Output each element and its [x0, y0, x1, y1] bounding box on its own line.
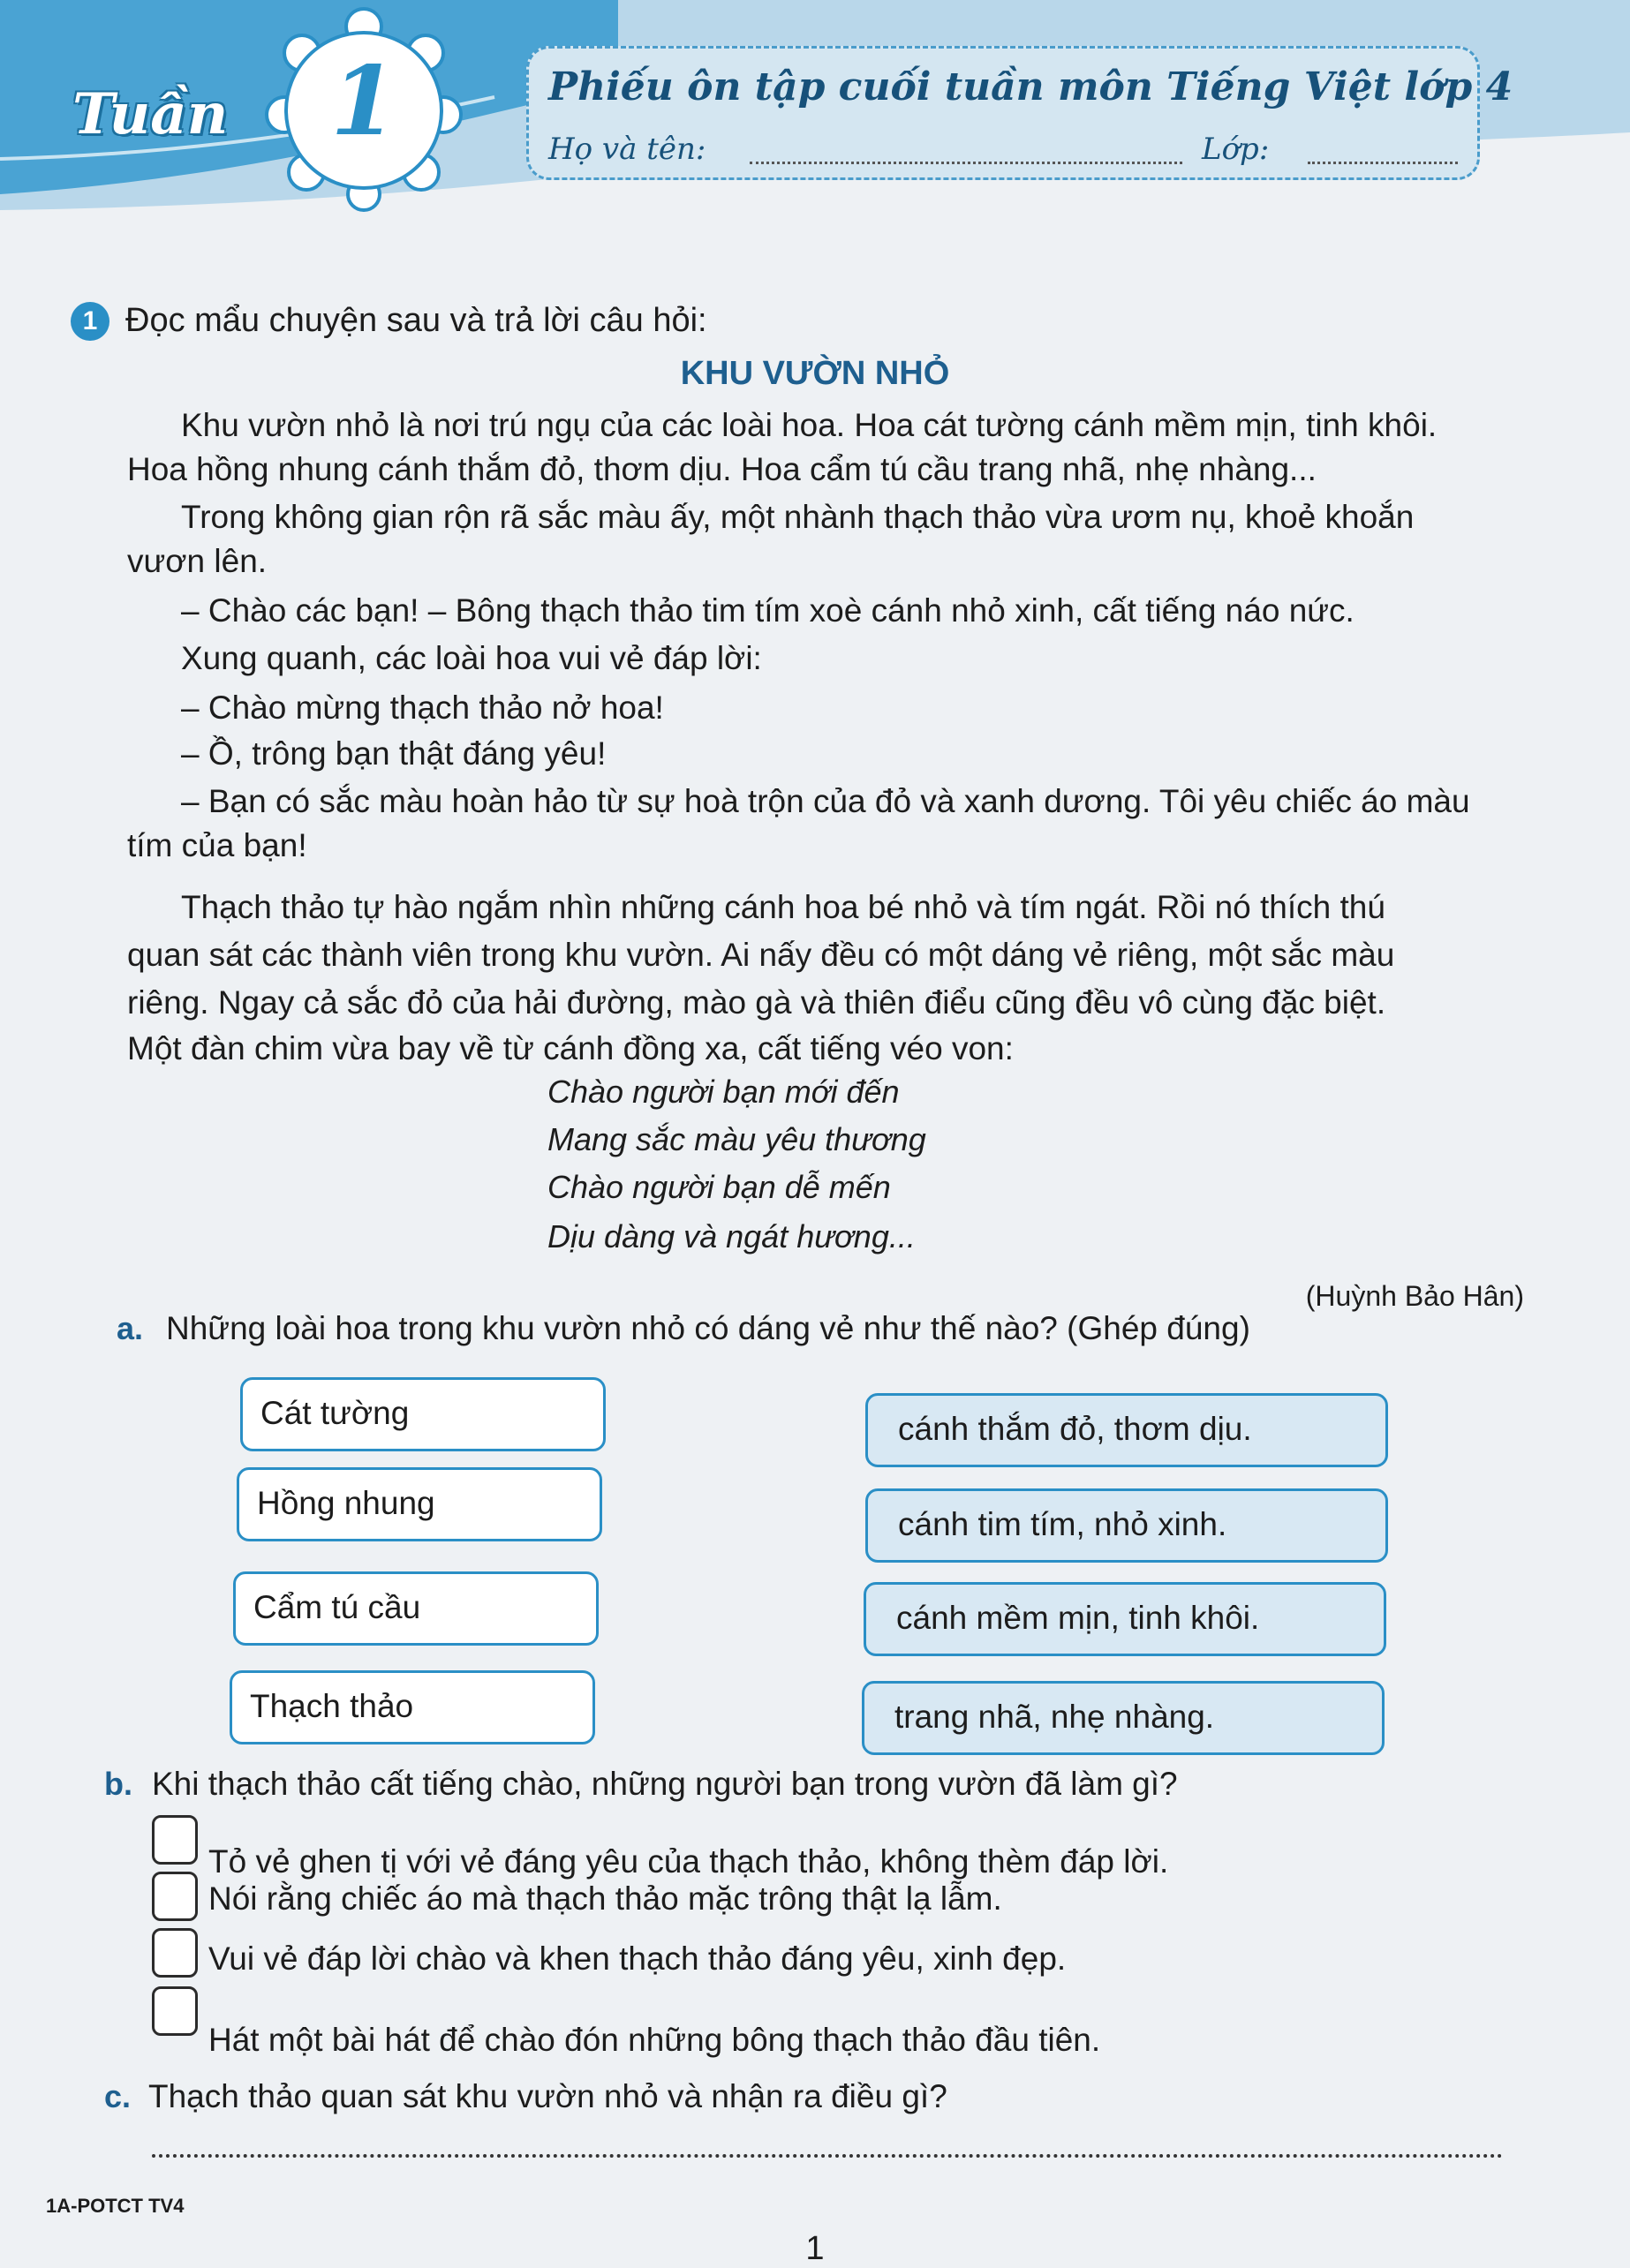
title-box	[526, 46, 1513, 180]
match-left-item[interactable]: Cẩm tú cầu	[233, 1571, 599, 1646]
match-right-item[interactable]: trang nhã, nhẹ nhàng.	[862, 1681, 1385, 1755]
week-label: Tuần	[72, 81, 229, 147]
question-a-label: a.	[117, 1310, 144, 1346]
exercise-instruction: Đọc mẩu chuyện sau và trả lời câu hỏi:	[125, 302, 707, 339]
match-left-item[interactable]: Thạch thảo	[230, 1670, 595, 1744]
story-author: (Huỳnh Bảo Hân)	[1305, 1280, 1524, 1312]
option-checkbox[interactable]	[152, 1986, 198, 2036]
week-number: 1	[330, 46, 397, 157]
name-row	[548, 128, 1467, 172]
footer-code: 1A-POTCT TV4	[46, 2195, 185, 2217]
story-line: – Ồ, trông bạn thật đáng yêu!	[181, 735, 607, 772]
option-checkbox[interactable]	[152, 1872, 198, 1921]
story-line: – Bạn có sắc màu hoàn hảo từ sự hoà trộn của đỏ và xanh dương. Tôi yêu chiếc áo màu	[181, 783, 1470, 819]
option-text: Hát một bài hát để chào đón những bông thạch thảo đầu tiên.	[208, 2022, 1101, 2058]
poem-line: Chào người bạn dễ mến	[547, 1169, 891, 1205]
question-b-text: Khi thạch thảo cất tiếng chào, những người bạn trong vườn đã làm gì?	[152, 1766, 1178, 1802]
class-label: Lớp:	[1202, 132, 1270, 167]
option-checkbox[interactable]	[152, 1815, 198, 1865]
sheet-title: Phiếu ôn tập cuối tuần môn Tiếng Việt lớp 4	[548, 64, 1513, 109]
match-right-item[interactable]: cánh tim tím, nhỏ xinh.	[865, 1488, 1388, 1563]
story-line: tím của bạn!	[127, 827, 307, 863]
question-a-text: Những loài hoa trong khu vườn nhỏ có dáng vẻ như thế nào? (Ghép đúng)	[166, 1310, 1250, 1346]
poem-line: Dịu dàng và ngát hương...	[547, 1218, 916, 1255]
name-label: Họ và tên:	[548, 132, 706, 167]
story-title: KHU VƯỜN NHỎ	[680, 355, 950, 392]
answer-line[interactable]	[152, 2154, 1503, 2158]
option-text: Nói rằng chiếc áo mà thạch thảo mặc trông thật lạ lẫm.	[208, 1880, 1002, 1917]
story-line: Trong không gian rộn rã sắc màu ấy, một nhành thạch thảo vừa ươm nụ, khoẻ khoắn	[181, 499, 1415, 535]
question-c-text: Thạch thảo quan sát khu vườn nhỏ và nhận ra điều gì?	[148, 2078, 947, 2114]
poem-line: Mang sắc màu yêu thương	[547, 1121, 926, 1157]
question-b-label: b.	[104, 1766, 132, 1802]
question-c-label: c.	[104, 2078, 132, 2114]
story-line: Thạch thảo tự hào ngắm nhìn những cánh hoa bé nhỏ và tím ngát. Rồi nó thích thú	[181, 889, 1385, 925]
option-text: Tỏ vẻ ghen tị với vẻ đáng yêu của thạch thảo, không thèm đáp lời.	[208, 1843, 1169, 1880]
story-line: Khu vườn nhỏ là nơi trú ngụ của các loài hoa. Hoa cát tường cánh mềm mịn, tinh khôi.	[181, 407, 1438, 443]
match-right-item[interactable]: cánh thắm đỏ, thơm dịu.	[865, 1393, 1388, 1467]
match-left-item[interactable]: Cát tường	[240, 1377, 606, 1451]
story-line: Xung quanh, các loài hoa vui vẻ đáp lời:	[181, 640, 762, 676]
name-input-line[interactable]	[750, 162, 1182, 164]
match-right-item[interactable]: cánh mềm mịn, tinh khôi.	[864, 1582, 1386, 1656]
story-line: Một đàn chim vừa bay về từ cánh đồng xa, cất tiếng véo von:	[127, 1030, 1014, 1066]
match-left-item[interactable]: Hồng nhung	[237, 1467, 602, 1541]
story-line: Hoa hồng nhung cánh thắm đỏ, thơm dịu. Hoa cẩm tú cầu trang nhã, nhẹ nhàng...	[127, 451, 1317, 487]
story-line: riêng. Ngay cả sắc đỏ của hải đường, mào gà và thiên điểu cũng đều vô cùng đặc biệt.	[127, 984, 1386, 1021]
option-checkbox[interactable]	[152, 1928, 198, 1978]
story-line: – Chào mừng thạch thảo nở hoa!	[181, 689, 664, 726]
class-input-line[interactable]	[1308, 162, 1458, 164]
poem-line: Chào người bạn mới đến	[547, 1074, 900, 1110]
story-line: vươn lên.	[127, 543, 268, 579]
page-number: 1	[805, 2230, 825, 2267]
story-line: – Chào các bạn! – Bông thạch thảo tim tím xoè cánh nhỏ xinh, cất tiếng náo nức.	[181, 592, 1355, 629]
exercise-number-badge: 1	[71, 302, 109, 341]
option-text: Vui vẻ đáp lời chào và khen thạch thảo đáng yêu, xinh đẹp.	[208, 1940, 1067, 1977]
story-line: quan sát các thành viên trong khu vườn. Ai nấy đều có một dáng vẻ riêng, một sắc màu	[127, 937, 1395, 973]
